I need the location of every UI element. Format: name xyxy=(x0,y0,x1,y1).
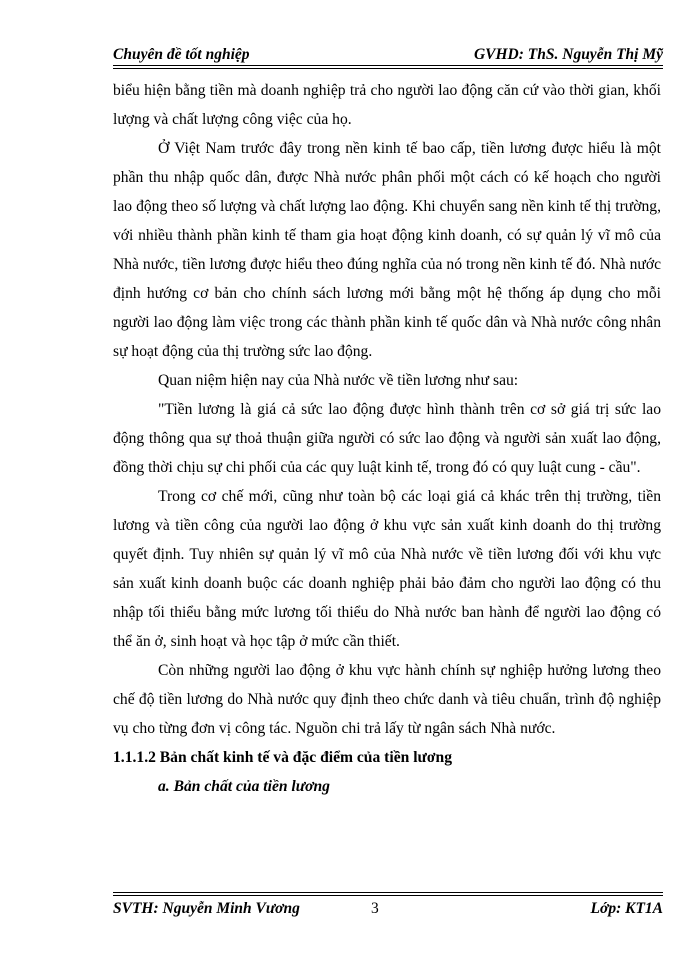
page-header xyxy=(113,40,663,64)
header-rule-top xyxy=(113,65,663,66)
header-advisor: GVHD: ThS. Nguyễn Thị Mỹ xyxy=(473,46,663,63)
page-number: 3 xyxy=(371,900,379,917)
footer-class: Lớp: KT1A xyxy=(590,900,663,917)
paragraph-6: Còn những người lao động ở khu vực hành chính sự nghiệp hưởng lương theo chế độ tiền lương do Nhà nước quy định theo chức danh và tiêu chuẩn, trình độ nghiệp vụ cho từng đơn vị công tác. Nguồn chi trả lấy từ ngân sách Nhà nước. xyxy=(113,662,661,737)
footer-student: SVTH: Nguyễn Minh Vương xyxy=(113,900,300,917)
footer-rule-bottom xyxy=(113,895,663,896)
paragraph-5: Trong cơ chế mới, cũng như toàn bộ các loại giá cả khác trên thị trường, tiền lương và tiền công của người lao động ở khu vực sản xuất kinh doanh do thị trường quyết định. Tuy nhiên sự quản lý vĩ mô của Nhà nước về tiền lương đối với khu vực sản xuất kinh doanh buộc các doanh nghiệp phải bảo đảm cho người lao động có thu nhập tối thiểu bằng mức lương tối thiểu do Nhà nước ban hành để người lao động có thể ăn ở, sinh hoạt và học tập ở mức cần thiết. xyxy=(113,488,661,650)
header-rule-bottom xyxy=(113,68,663,69)
paragraph-3: Quan niệm hiện nay của Nhà nước về tiền lương như sau: xyxy=(158,372,519,389)
page-footer xyxy=(113,897,663,921)
document-body xyxy=(113,76,661,801)
paragraph-2: Ở Việt Nam trước đây trong nền kinh tế bao cấp, tiền lương được hiểu là một phần thu nhập quốc dân, được Nhà nước phân phối một cách có kế hoạch cho người lao động theo số lượng và chất lượng lao động. Khi chuyển sang nền kinh tế thị trường, với nhiều thành phần kinh tế tham gia hoạt động kinh doanh, có sự quản lý vĩ mô của Nhà nước, tiền lương được hiểu theo đúng nghĩa của nó trong nền kinh tế đó. Nhà nước định hướng cơ bản cho chính sách lương mới bằng một hệ thống áp dụng cho mỗi người lao động làm việc trong các thành phần kinh tế quốc dân và Nhà nước công nhân sự hoạt động của thị trường sức lao động. xyxy=(113,140,661,360)
header-title: Chuyên đề tốt nghiệp xyxy=(113,46,250,63)
subsection-heading: a. Bản chất của tiền lương xyxy=(158,778,330,795)
quote-paragraph: "Tiền lương là giá cả sức lao động được hình thành trên cơ sở giá trị sức lao động thông qua sự thoả thuận giữa người có sức lao động và người sản xuất lao động, đồng thời chịu sự chi phối của các quy luật kinh tế, trong đó có quy luật cung - cầu". xyxy=(113,401,661,476)
paragraph-1: biểu hiện bằng tiền mà doanh nghiệp trả cho người lao động căn cứ vào thời gian, khối lượng và chất lượng công việc của họ. xyxy=(113,82,661,128)
section-heading: 1.1.1.2 Bản chất kinh tế và đặc điểm của tiền lương xyxy=(113,749,452,766)
footer-rule-top xyxy=(113,892,663,893)
